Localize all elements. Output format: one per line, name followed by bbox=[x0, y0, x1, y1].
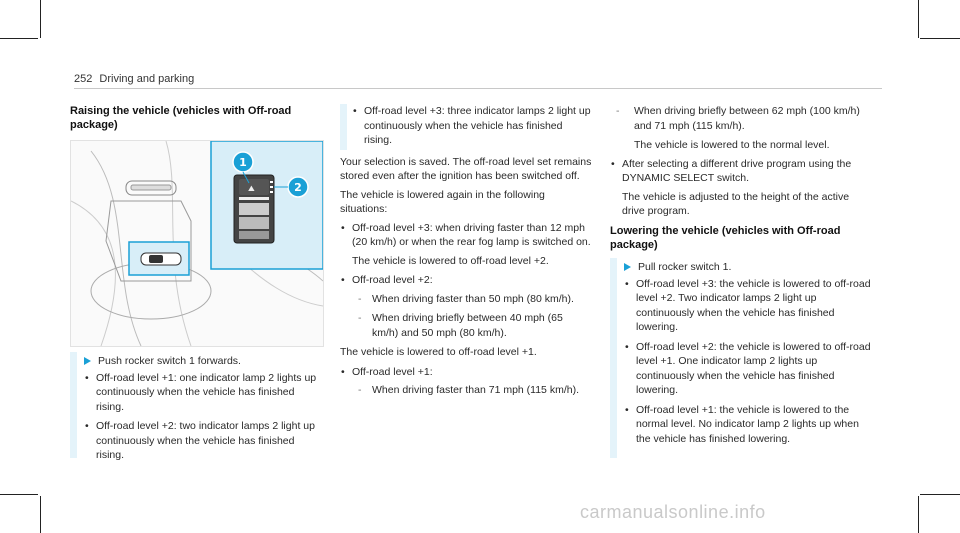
list-item: • Off-road level +2: - When driving faster than 50 mph (80 km/h). - When driving briefly between 40 mph (65 km/h) and 50 mph (80 km/h). The vehicle is lowered to off-road level +1. bbox=[340, 273, 592, 360]
running-header bbox=[74, 72, 194, 87]
crop-mark bbox=[918, 0, 919, 38]
watermark: carmanualsonline.info bbox=[580, 502, 766, 522]
section-title: Driving and parking bbox=[99, 73, 195, 85]
section-heading-raising: Raising the vehicle (vehicles with Off-road package) bbox=[70, 105, 292, 131]
list-item: • Off-road level +3: the vehicle is lowered to off-road level +2. Two indicator lamps 2 light up continuously when the vehicle has finished lowering. bbox=[624, 277, 874, 335]
section-heading-lowering: Lowering the vehicle (vehicles with Off-road package) bbox=[610, 224, 841, 251]
list-item: • Off-road level +2: two indicator lamps 2 light up continuously when the vehicle has finished rising. bbox=[84, 419, 320, 463]
info-bar bbox=[70, 352, 77, 458]
step-push-switch: Push rocker switch 1 forwards. bbox=[84, 354, 320, 369]
sub-item: - When driving faster than 50 mph (80 km/h). bbox=[352, 292, 592, 307]
middle-column bbox=[340, 104, 592, 403]
list-item: • After selecting a different drive program using the DYNAMIC SELECT switch. The vehicle is adjusted to the height of the active drive program. bbox=[610, 157, 868, 219]
callout-1-icon bbox=[233, 152, 253, 172]
header-rule bbox=[74, 88, 882, 89]
crop-mark bbox=[40, 0, 41, 38]
arrow-icon bbox=[84, 357, 91, 365]
sub-item: - When driving briefly between 40 mph (65 km/h) and 50 mph (80 km/h). bbox=[352, 311, 592, 340]
lowered-intro: The vehicle is lowered again in the following situations: bbox=[340, 188, 545, 215]
crop-mark bbox=[918, 496, 919, 533]
list-item: • Off-road level +2: the vehicle is lowered to off-road level +1. One indicator lamp 2 lights up continuously when the vehicle has finished lowering. bbox=[624, 340, 874, 398]
rocker-switch-figure bbox=[70, 140, 324, 347]
page-number: 252 bbox=[74, 73, 93, 85]
crop-mark bbox=[0, 494, 38, 495]
lowering-steps bbox=[624, 260, 874, 451]
svg-text:⛰: ⛰ bbox=[248, 184, 255, 193]
list-item: • Off-road level +1: one indicator lamp 2 lights up continuously when the vehicle has finished rising. bbox=[84, 371, 320, 415]
info-bar bbox=[610, 258, 617, 458]
list-item: • Off-road level +3: three indicator lamps 2 light up continuously when the vehicle has finished rising. bbox=[352, 104, 592, 148]
list-item: • Off-road level +1: the vehicle is lowered to the normal level. No indicator lamp 2 lights up when the vehicle has finished lowering. bbox=[624, 403, 874, 447]
sub-item: - When driving faster than 71 mph (115 km/h). bbox=[352, 383, 592, 398]
arrow-icon bbox=[624, 263, 631, 271]
sub-item: - When driving briefly between 62 mph (100 km/h) and 71 mph (115 km/h). bbox=[610, 104, 868, 133]
right-column: - When driving briefly between 62 mph (100 km/h) and 71 mph (115 km/h). The vehicle is lowered to the normal level. • After selecting a different drive program using the DYNAMIC SELECT switch. The vehicle is adjusted to the height of the active drive program. Lowering the vehicle (vehicles with Off-road package) bbox=[610, 104, 868, 258]
svg-text:1: 1 bbox=[239, 156, 247, 169]
console-illustration bbox=[71, 141, 323, 346]
list-item: • Off-road level +1: - When driving faster than 71 mph (115 km/h). bbox=[340, 365, 592, 398]
step-pull-switch: Pull rocker switch 1. bbox=[624, 260, 874, 275]
saved-paragraph: Your selection is saved. The off-road level set remains stored even after the ignition has been switched off. bbox=[340, 155, 592, 182]
left-column bbox=[70, 104, 322, 132]
crop-mark bbox=[0, 38, 38, 39]
raising-steps bbox=[84, 354, 320, 468]
callout-2-icon bbox=[288, 177, 308, 197]
crop-mark bbox=[920, 38, 960, 39]
svg-text:2: 2 bbox=[294, 181, 302, 194]
crop-mark bbox=[920, 494, 960, 495]
crop-mark bbox=[40, 496, 41, 533]
list-item: • Off-road level +3: when driving faster than 12 mph (20 km/h) or when the rear fog lamp is switched on. The vehicle is lowered to off-road level +2. bbox=[340, 221, 592, 269]
